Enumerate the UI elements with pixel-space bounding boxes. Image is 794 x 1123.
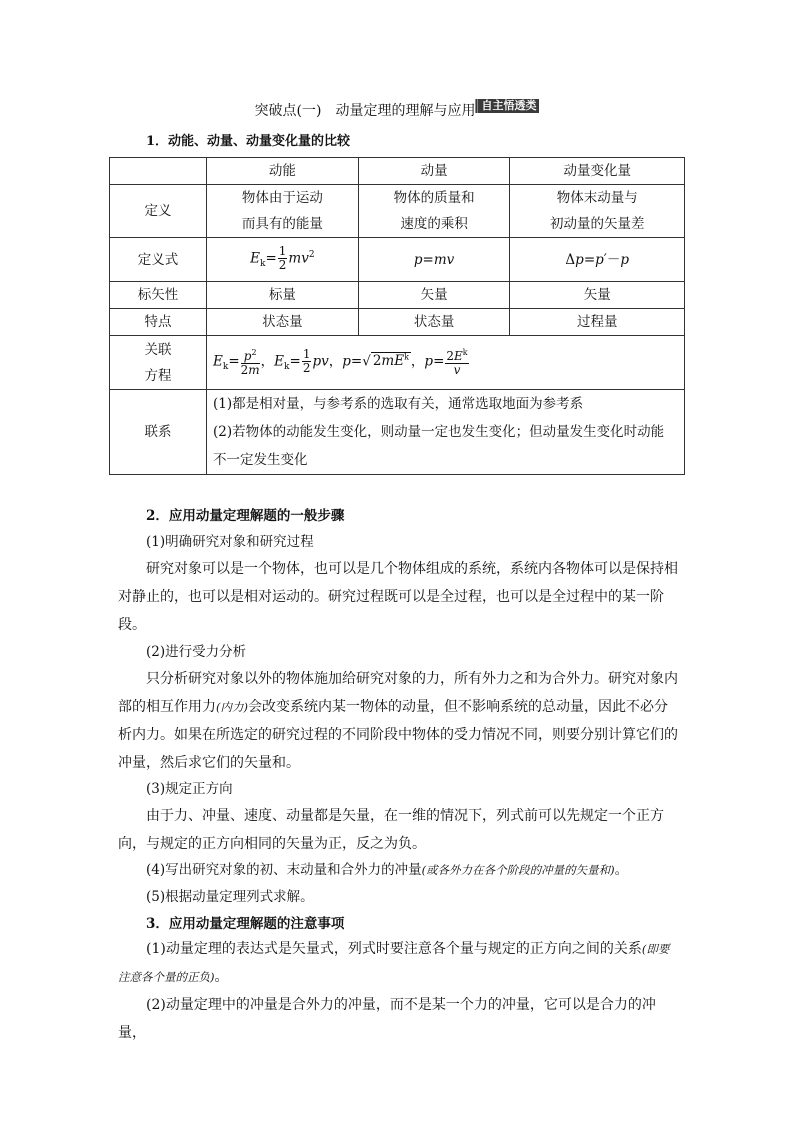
row-label: 定义 — [110, 185, 207, 238]
table-cell: 状态量 — [207, 309, 359, 336]
step5-text: (5)根据动量定理列式求解。 — [146, 889, 314, 905]
step3-body: 由于力、冲量、速度、动量都是矢量，在一维的情况下，列式前可以先规定一个正方向，与规定的正方向相同的矢量为正，反之为负。 — [118, 808, 664, 852]
section2-heading: 2．应用动量定理解题的一般步骤 — [146, 508, 345, 524]
row-label: 关联 方程 — [110, 336, 207, 390]
section1-heading: 1．动能、动量、动量变化量的比较 — [146, 134, 351, 149]
table-header-cell: 动量变化量 — [510, 158, 685, 185]
table-cell: 矢量 — [358, 282, 510, 309]
table-cell: 过程量 — [510, 309, 685, 336]
table-cell: 物体由于运动 而具有的能量 — [207, 185, 359, 238]
table-row — [110, 336, 685, 390]
table-cell: 物体末动量与 初动量的矢量差 — [510, 185, 685, 238]
table-row — [110, 185, 685, 238]
table-row — [110, 390, 685, 475]
title-prefix: 突破点(一) — [254, 103, 322, 119]
table-header-cell: 动能 — [207, 158, 359, 185]
table-header-row — [110, 158, 685, 185]
step1-title: (1)明确研究对象和研究过程 — [146, 534, 314, 550]
table-cell: 矢量 — [510, 282, 685, 309]
step1-body: 研究对象可以是一个物体，也可以是几个物体组成的系统，系统内各物体可以是保持相对静止的，也可以是相对运动的。研究过程既可以是全过程，也可以是全过程中的某一阶段。 — [118, 561, 678, 633]
section3-point2: (2)动量定理中的冲量是合外力的冲量，而不是某一个力的冲量，它可以是合力的冲量， — [118, 997, 656, 1041]
row-label: 联系 — [110, 390, 207, 475]
table-cell: 标量 — [207, 282, 359, 309]
section3-heading: 3．应用动量定理解题的注意事项 — [146, 916, 345, 932]
row-label: 定义式 — [110, 238, 207, 282]
table-cell: 状态量 — [358, 309, 510, 336]
row-label: 标矢性 — [110, 282, 207, 309]
step4-text: (4)写出研究对象的初、末动量和合外力的冲量(或各外力在各个阶段的冲量的矢量和)。 — [146, 862, 629, 878]
row-label: 特点 — [110, 309, 207, 336]
table-row — [110, 309, 685, 336]
title-text: 动量定理的理解与应用 — [335, 103, 476, 119]
table-row — [110, 238, 685, 282]
table-corner-cell — [110, 158, 207, 185]
link-text: (1)都是相对量，与参考系的选取有关，通常选取地面为参考系 (2)若物体的动能发生变化，则动量一定也发生变化；但动量发生变化时动能 不一定发生变化 — [207, 390, 685, 475]
formula-momentum-change: Δp=p′－p — [510, 238, 685, 282]
section-title — [0, 101, 794, 121]
table-row — [110, 282, 685, 309]
formula-momentum: p=mv — [358, 238, 510, 282]
step2-title: (2)进行受力分析 — [146, 644, 247, 660]
table-cell: 物体的质量和 速度的乘积 — [358, 185, 510, 238]
step2-body: 只分析研究对象以外的物体施加给研究对象的力，所有外力之和为合外力。研究对象内部的相互作用力(内力)会改变系统内某一物体的动量，但不影响系统的总动量，因此不必分析内力。如果在所选定的研究过程的不同阶段中物体的受力情况不同，则要分别计算它们的冲量，然后求它们的矢量和。 — [118, 671, 678, 771]
section3-point1: (1)动量定理的表达式是矢量式，列式时要注意各个量与规定的正方向之间的关系(即要注意各个量的正负)。 — [118, 941, 670, 985]
formula-kinetic-energy: $E_k=$ $\frac{1}{2}$ $mv^2$ — [207, 238, 359, 282]
table-header-cell: 动量 — [358, 158, 510, 185]
step3-title: (3)规定正方向 — [146, 781, 233, 797]
comparison-table — [109, 157, 685, 475]
relation-equations: $E_k=$ $\frac{p^2}{2m}$ ，$E_k=$ $\frac{1}{2}$ pv，p=√ $2mE^k$ ，p= $\frac{2E^k}{v}$ — [207, 336, 685, 390]
category-badge: 自主悟透类 — [475, 99, 539, 113]
